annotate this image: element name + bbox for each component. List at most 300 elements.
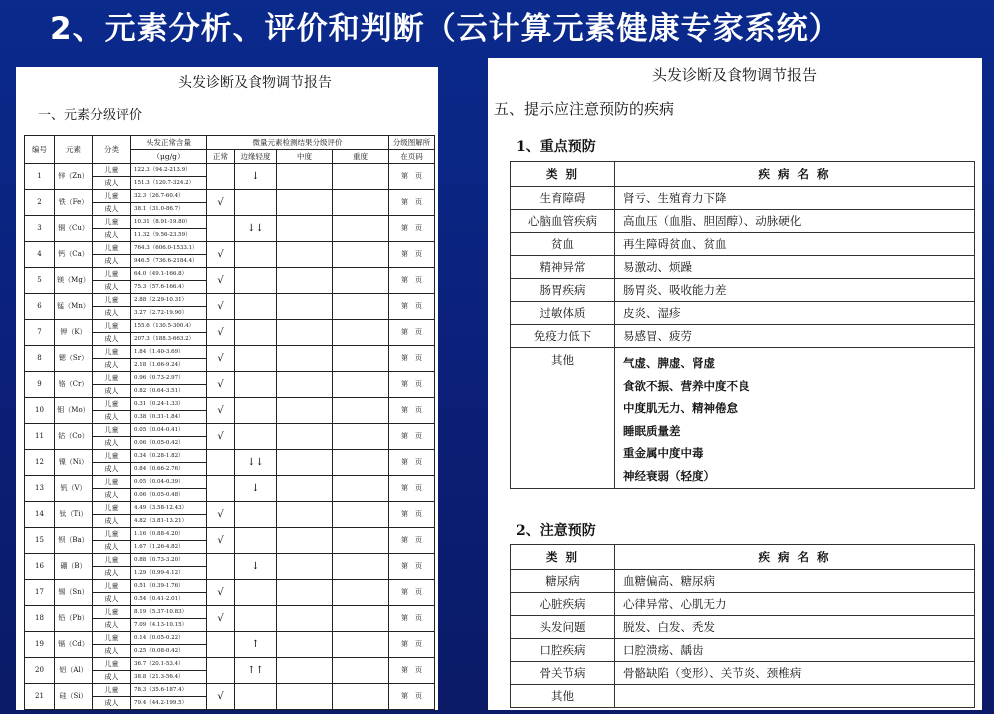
mild-mark: ↓↓ [235,216,277,242]
page-ref: 第 页 [389,294,435,320]
other-disease-line: 气虚、脾虚、肾虚 [623,356,715,370]
page-ref: 第 页 [389,190,435,216]
disease-names: 心律异常、心肌无力 [615,593,975,616]
header-page-ref-1: 分级图解所 [389,136,435,150]
header-normal-content: 头发正常含量 [131,136,207,150]
range-adult: 1.29（0.99-4.12） [131,567,207,580]
attention-prevention-title: 2、注意预防 [516,523,596,539]
moderate-cell [277,580,333,606]
severe-cell [333,502,389,528]
mild-mark: ↑ [235,632,277,658]
disease-names: 再生障碍贫血、贫血 [615,233,975,256]
page-ref: 第 页 [389,580,435,606]
range-adult: 0.25（0.08-0.42） [131,645,207,658]
disease-category: 精神异常 [511,256,615,279]
range-adult: 0.82（0.64-3.51） [131,385,207,398]
table-row [25,658,435,671]
disease-category: 生育障碍 [511,187,615,210]
report-title: 头发诊断及食物调节报告 [178,75,332,91]
header-normal: 正常 [207,150,235,164]
mild-mark [235,320,277,346]
mild-mark [235,398,277,424]
table-row [25,398,435,411]
mild-mark [235,684,277,710]
moderate-cell [277,450,333,476]
page-ref: 第 页 [389,164,435,190]
table-row [25,164,435,177]
table-row [25,580,435,593]
table-row [25,216,435,229]
element-name: 钼（Mo） [55,398,93,424]
normal-mark [207,450,235,476]
element-name: 硅（Si） [55,684,93,710]
table-row [25,190,435,203]
severe-cell [333,294,389,320]
element-name: 铁（Fe） [55,190,93,216]
moderate-cell [277,554,333,580]
table-row [25,372,435,385]
severe-cell [333,632,389,658]
moderate-cell [277,632,333,658]
disease-category: 糖尿病 [511,570,615,593]
normal-mark: √ [207,320,235,346]
group-child: 儿童 [93,606,131,619]
group-adult: 成人 [93,359,131,372]
group-adult: 成人 [93,385,131,398]
disease-names: 易激动、烦躁 [615,256,975,279]
header-group: 分类 [93,136,131,164]
element-name: 钛（Ti） [55,502,93,528]
element-number: 4 [25,242,55,268]
element-number: 18 [25,606,55,632]
group-child: 儿童 [93,398,131,411]
element-name: 镍（Ni） [55,450,93,476]
group-adult: 成人 [93,541,131,554]
group-child: 儿童 [93,450,131,463]
page-ref: 第 页 [389,476,435,502]
element-number: 20 [25,658,55,684]
element-name: 锶（Sr） [55,346,93,372]
severe-cell [333,164,389,190]
page-ref: 第 页 [389,502,435,528]
table-row [511,302,975,325]
range-child: 0.05（0.04-0.41） [131,424,207,437]
disease-names [615,685,975,708]
disease-category: 肠胃疾病 [511,279,615,302]
key-prevention-title: 1、重点预防 [516,139,596,155]
range-adult: 1.67（1.26-4.82） [131,541,207,554]
range-adult: 3.27（2.72-19.90） [131,307,207,320]
element-name: 钴（Co） [55,424,93,450]
range-child: 10.31（8.91-19.80） [131,216,207,229]
mild-mark [235,502,277,528]
severe-cell [333,242,389,268]
normal-mark [207,658,235,684]
range-child: 0.96（0.73-2.97） [131,372,207,385]
group-child: 儿童 [93,684,131,697]
element-evaluation-table [24,135,435,710]
page-ref: 第 页 [389,320,435,346]
table-row [25,424,435,437]
range-adult: 2.18（1.66-9.24） [131,359,207,372]
moderate-cell [277,684,333,710]
table-row [511,639,975,662]
disease-names: 高血压（血脂、胆固醇）、动脉硬化 [615,210,975,233]
group-adult: 成人 [93,619,131,632]
element-number: 15 [25,528,55,554]
range-adult: 79.4（44.2-199.5） [131,697,207,710]
element-number: 19 [25,632,55,658]
range-child: 1.16（0.88-4.20） [131,528,207,541]
range-child: 0.05（0.04-0.39） [131,476,207,489]
table-row [511,233,975,256]
moderate-cell [277,320,333,346]
range-child: 1.84（1.40-3.69） [131,346,207,359]
severe-cell [333,580,389,606]
element-name: 铝（Al） [55,658,93,684]
moderate-cell [277,372,333,398]
range-adult: 151.3（120.7-324.2） [131,177,207,190]
range-child: 4.49（3.58-12.43） [131,502,207,515]
group-adult: 成人 [93,489,131,502]
mild-mark [235,294,277,320]
table-row [511,616,975,639]
severe-cell [333,398,389,424]
group-child: 儿童 [93,580,131,593]
table-row [25,476,435,489]
normal-mark: √ [207,684,235,710]
table-row [511,685,975,708]
page-ref: 第 页 [389,450,435,476]
element-name: 钙（Ca） [55,242,93,268]
mild-mark: ↓ [235,554,277,580]
col-disease: 疾 病 名 称 [615,162,975,187]
group-child: 儿童 [93,528,131,541]
page-ref: 第 页 [389,632,435,658]
group-child: 儿童 [93,294,131,307]
col-disease: 疾 病 名 称 [615,545,975,570]
table-row [25,554,435,567]
element-name: 硼（B） [55,554,93,580]
severe-cell [333,268,389,294]
range-adult: 0.54（0.41-2.01） [131,593,207,606]
severe-cell [333,684,389,710]
report-page-left [16,67,438,710]
moderate-cell [277,606,333,632]
mild-mark: ↓ [235,476,277,502]
element-number: 5 [25,268,55,294]
element-number: 10 [25,398,55,424]
page-ref: 第 页 [389,424,435,450]
table-row [25,320,435,333]
group-child: 儿童 [93,424,131,437]
element-number: 16 [25,554,55,580]
group-adult: 成人 [93,177,131,190]
element-number: 14 [25,502,55,528]
group-adult: 成人 [93,281,131,294]
table-row [511,279,975,302]
page-ref: 第 页 [389,658,435,684]
disease-category: 其他 [511,348,615,489]
range-child: 155.6（130.5-300.4） [131,320,207,333]
range-adult: 946.5（736.6-2184.4） [131,255,207,268]
range-child: 0.51（0.39-1.76） [131,580,207,593]
severe-cell [333,320,389,346]
group-adult: 成人 [93,593,131,606]
table-row [25,294,435,307]
severe-cell [333,424,389,450]
element-name: 锌（Zn） [55,164,93,190]
severe-cell [333,190,389,216]
element-number: 3 [25,216,55,242]
normal-mark [207,554,235,580]
normal-mark [207,216,235,242]
page-ref: 第 页 [389,242,435,268]
table-row [25,528,435,541]
normal-mark: √ [207,190,235,216]
mild-mark [235,606,277,632]
group-child: 儿童 [93,476,131,489]
normal-mark: √ [207,346,235,372]
group-adult: 成人 [93,463,131,476]
range-adult: 38.8（21.3-56.4） [131,671,207,684]
normal-mark: √ [207,502,235,528]
group-child: 儿童 [93,372,131,385]
mild-mark: ↑↑ [235,658,277,684]
col-category: 类 别 [511,162,615,187]
normal-mark: √ [207,580,235,606]
page-ref: 第 页 [389,346,435,372]
group-adult: 成人 [93,411,131,424]
page-ref: 第 页 [389,398,435,424]
element-name: 镁（Mg） [55,268,93,294]
disease-category: 头发问题 [511,616,615,639]
severe-cell [333,216,389,242]
page-ref: 第 页 [389,268,435,294]
moderate-cell [277,398,333,424]
range-adult: 207.3（188.3-663.2） [131,333,207,346]
element-number: 13 [25,476,55,502]
page-ref: 第 页 [389,554,435,580]
group-adult: 成人 [93,515,131,528]
header-severe: 重度 [333,150,389,164]
severe-cell [333,450,389,476]
mild-mark: ↓↓ [235,450,277,476]
normal-mark: √ [207,268,235,294]
group-adult: 成人 [93,671,131,684]
normal-mark: √ [207,294,235,320]
range-child: 0.31（0.24-1.33） [131,398,207,411]
table-row [25,450,435,463]
moderate-cell [277,164,333,190]
page-ref: 第 页 [389,216,435,242]
header-unit: （μg/g） [131,150,207,164]
severe-cell [333,658,389,684]
disease-names: 口腔溃疡、龋齿 [615,639,975,662]
range-child: 0.14（0.05-0.22） [131,632,207,645]
disease-category: 其他 [511,685,615,708]
mild-mark [235,580,277,606]
other-disease-line: 中度肌无力、精神倦怠 [623,401,738,415]
table-row [25,684,435,697]
severe-cell [333,606,389,632]
group-adult: 成人 [93,567,131,580]
table-row [25,242,435,255]
section-title: 一、元素分级评价 [38,108,143,123]
moderate-cell [277,190,333,216]
range-child: 764.3（606.0-1533.1） [131,242,207,255]
range-child: 122.3（94.2-213.9） [131,164,207,177]
header-element: 元素 [55,136,93,164]
severe-cell [333,476,389,502]
element-name: 钡（Ba） [55,528,93,554]
element-name: 锡（Sn） [55,580,93,606]
group-adult: 成人 [93,333,131,346]
range-child: 0.88（0.73-3.20） [131,554,207,567]
severe-cell [333,372,389,398]
normal-mark: √ [207,424,235,450]
group-child: 儿童 [93,164,131,177]
normal-mark [207,632,235,658]
moderate-cell [277,346,333,372]
range-child: 0.34（0.28-1.82） [131,450,207,463]
header-mild: 边缘轻度 [235,150,277,164]
moderate-cell [277,268,333,294]
moderate-cell [277,502,333,528]
mild-mark [235,528,277,554]
report-page-right [488,58,982,710]
disease-category: 口腔疾病 [511,639,615,662]
severe-cell [333,528,389,554]
disease-names: 脱发、白发、秃发 [615,616,975,639]
mild-mark [235,268,277,294]
table-row [511,570,975,593]
severe-cell [333,346,389,372]
table-row [511,348,975,489]
element-number: 7 [25,320,55,346]
range-adult: 11.32（9.56-23.59） [131,229,207,242]
moderate-cell [277,216,333,242]
mild-mark [235,372,277,398]
range-child: 32.3（26.7-60.4） [131,190,207,203]
table-row [511,187,975,210]
report-title: 头发诊断及食物调节报告 [652,66,818,84]
group-child: 儿童 [93,502,131,515]
range-adult: 0.84（0.66-2.76） [131,463,207,476]
element-number: 6 [25,294,55,320]
attention-prevention-table [510,544,975,708]
group-adult: 成人 [93,203,131,216]
group-child: 儿童 [93,190,131,203]
disease-names: 骨骼缺陷（变形）、关节炎、颈椎病 [615,662,975,685]
table-row [511,210,975,233]
mild-mark: ↓ [235,164,277,190]
disease-names: 肾亏、生殖育力下降 [615,187,975,210]
moderate-cell [277,424,333,450]
disease-names: 肠胃炎、吸收能力差 [615,279,975,302]
disease-category: 心脏疾病 [511,593,615,616]
disease-names-other [615,348,975,489]
normal-mark: √ [207,242,235,268]
normal-mark: √ [207,398,235,424]
range-adult: 0.06（0.05-0.42） [131,437,207,450]
mild-mark [235,424,277,450]
table-row [25,606,435,619]
slide-title: 2、元素分析、评价和判断（云计算元素健康专家系统） [50,11,841,47]
disease-category: 贫血 [511,233,615,256]
page-ref: 第 页 [389,372,435,398]
header-page-ref-2: 在页码 [389,150,435,164]
element-number: 2 [25,190,55,216]
disease-names: 易感冒、疲劳 [615,325,975,348]
disease-names: 血糖偏高、糖尿病 [615,570,975,593]
other-disease-line: 重金属中度中毒 [623,446,704,460]
other-disease-line: 睡眠质量差 [623,423,681,438]
group-child: 儿童 [93,554,131,567]
element-name: 铬（Cr） [55,372,93,398]
element-name: 钒（V） [55,476,93,502]
group-child: 儿童 [93,242,131,255]
col-category: 类 别 [511,545,615,570]
range-adult: 0.06（0.05-0.48） [131,489,207,502]
group-adult: 成人 [93,697,131,710]
element-number: 1 [25,164,55,190]
group-child: 儿童 [93,632,131,645]
section-title: 五、提示应注意预防的疾病 [494,100,675,118]
table-row [511,325,975,348]
table-row [511,256,975,279]
table-row [511,662,975,685]
group-adult: 成人 [93,307,131,320]
normal-mark [207,164,235,190]
header-moderate: 中度 [277,150,333,164]
key-prevention-table [510,161,975,489]
group-adult: 成人 [93,645,131,658]
disease-category: 免疫力低下 [511,325,615,348]
element-number: 11 [25,424,55,450]
normal-mark [207,476,235,502]
disease-names: 皮炎、湿疹 [615,302,975,325]
mild-mark [235,242,277,268]
table-row [25,502,435,515]
range-adult: 4.82（3.81-13.21） [131,515,207,528]
group-child: 儿童 [93,216,131,229]
page-ref: 第 页 [389,528,435,554]
element-number: 12 [25,450,55,476]
group-adult: 成人 [93,437,131,450]
group-child: 儿童 [93,658,131,671]
element-name: 锰（Mn） [55,294,93,320]
other-disease-line: 神经衰弱（轻度） [623,468,715,483]
header-eval: 微量元素检测结果分级评价 [207,136,389,150]
range-adult: 75.3（57.6-166.4） [131,281,207,294]
element-number: 8 [25,346,55,372]
normal-mark: √ [207,528,235,554]
table-row [25,632,435,645]
disease-category: 心脑血管疾病 [511,210,615,233]
group-adult: 成人 [93,255,131,268]
moderate-cell [277,242,333,268]
element-number: 17 [25,580,55,606]
range-child: 8.19（5.37-10.83） [131,606,207,619]
moderate-cell [277,476,333,502]
range-adult: 0.38（0.31-1.84） [131,411,207,424]
element-number: 21 [25,684,55,710]
range-child: 64.0（49.1-166.8） [131,268,207,281]
normal-mark: √ [207,372,235,398]
element-name: 镉（Cd） [55,632,93,658]
group-child: 儿童 [93,268,131,281]
